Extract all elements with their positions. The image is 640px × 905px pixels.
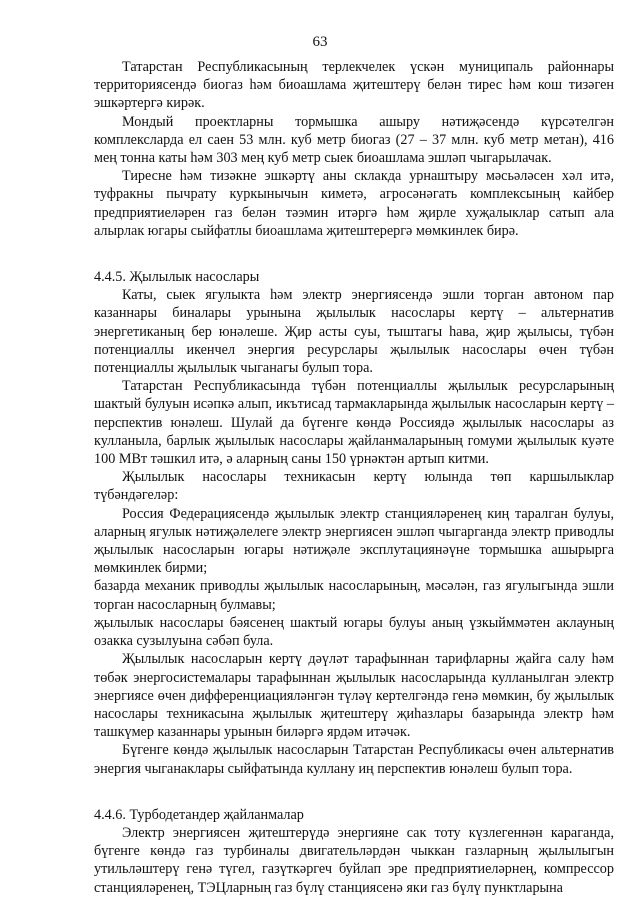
page-number: 63 bbox=[312, 34, 328, 50]
section-heading-4-4-6: 4.4.6. Турбодетандер җайланмалар bbox=[94, 806, 304, 823]
paragraph: Татарстан Республикасының терлекчелек үскән муниципаль районнары территориясендә биогаз һәм биоашлама җитештерү белән тирес һәм кош тизәген эшкәртергә кирәк. bbox=[94, 59, 614, 112]
paragraph: Җылылык насосларын кертү дәүләт тарафыннан тарифларны җайга салу һәм төбәк энергосистемалары тарафыннан җылылык насосларында кулланылган электр энергиясе өчен дифференциацияләнгән түләү кертелгәндә генә мөмкин, бу җылылык насослары техникасына җылылык җитештерү җиһазлары базарында электр һәм ташкүмер казаннары урынын биләргә ярдәм итәчәк. bbox=[94, 651, 614, 741]
section-heading-4-4-5: 4.4.5. Җылылык насослары bbox=[94, 269, 260, 286]
paragraph: Бүгенге көндә җылылык насосларын Татарстан Республикасы өчен альтернатив энергия чыганаклары сыйфатында куллану иң перспектив юнәлеш булып тора. bbox=[94, 742, 614, 777]
list-item: Россия Федерациясендә җылылык электр станцияләренең киң таралган булуы, аларның ягулык нәтиҗәлелеге электр энергиясен эшләп чыгарганда электр приводлы җылылык насосларын югары нәтиҗәле эксплутациянәүне тормышка ашырырга мөмкинлек бирми; bbox=[94, 505, 614, 577]
paragraph: Җылылык насослары техникасын кертү юлында төп каршылыклар түбәндәгеләр: bbox=[94, 469, 614, 504]
paragraph: Мондый проектларны тормышка ашыру нәтиҗәсендә күрсәтелгән комплексларда ел саен 53 млн. куб метр биогаз (27 – 37 млн. куб метр метан), 416 мең тонна каты һәм 303 мең куб метр сыек биоашлама эшләп чыгарылачак. bbox=[94, 113, 614, 167]
paragraph: Татарстан Республикасында түбән потенциаллы җылылык ресурсларының шактый булуын исәпкә алып, икътисад тармакларында җылылык насосларын кертү – перспектив юнәлеш. Шулай да бүгенге көндә Россиядә җылылык насослары аз кулланыла, барлык җылылык насослары җайланмаларының гомуми җылылык куәте 100 МВт тәшкил итә, ә аларның саны 150 үрнәктән артып китми. bbox=[94, 378, 614, 468]
paragraph: Тиресне һәм тизәкне эшкәртү аны склакда урнаштыру мәсьәләсен хәл итә, туфракны пычрату куркынычын киметә, агросәнәгать комплексының кайбер предприятиеләрен газ белән тәэмин итәргә һәм җирле хуҗалыклар сатып ала алырлак югары сыйфатлы биоашлама җитештерергә мөмкинлек бирә. bbox=[94, 168, 614, 239]
list-item: җылылык насослары бәясенең шактый югары булуы аның үзкыйммәтен аклауның озакка сузылуына сәбәп була. bbox=[94, 614, 614, 650]
list-item: базарда механик приводлы җылылык насосларының, мәсәлән, газ ягулыгында эшли торган насосларның булмавы; bbox=[94, 578, 614, 613]
paragraph: Каты, сыек ягулыкта һәм электр энергиясендә эшли торган автоном пар казаннары биналары урынына җылылык насослары кертү – альтернатив энергетиканың бер юнәлеше. Җир асты суы, тыштагы һава, җир җылысы, түбән потенциаллы икенчел энергия ресурслары җылылык насослары өчен түбән потенциаллы җылылык чыганагы булып тора. bbox=[94, 287, 614, 377]
paragraph: Электр энергиясен җитештерүдә энергияне сак тоту күзлегеннән караганда, бүгенге көндә газ турбиналы двигательләрдән чыккан газларның җылылыгын утильләштерү генә түгел, газүткәргеч буйлап эре предприятиеләрнең, компрессор станцияләренең, ТЭЦларның газ бүлү станциясенә яки газ бүлү пунктларына bbox=[94, 824, 614, 896]
page-body bbox=[94, 58, 614, 897]
